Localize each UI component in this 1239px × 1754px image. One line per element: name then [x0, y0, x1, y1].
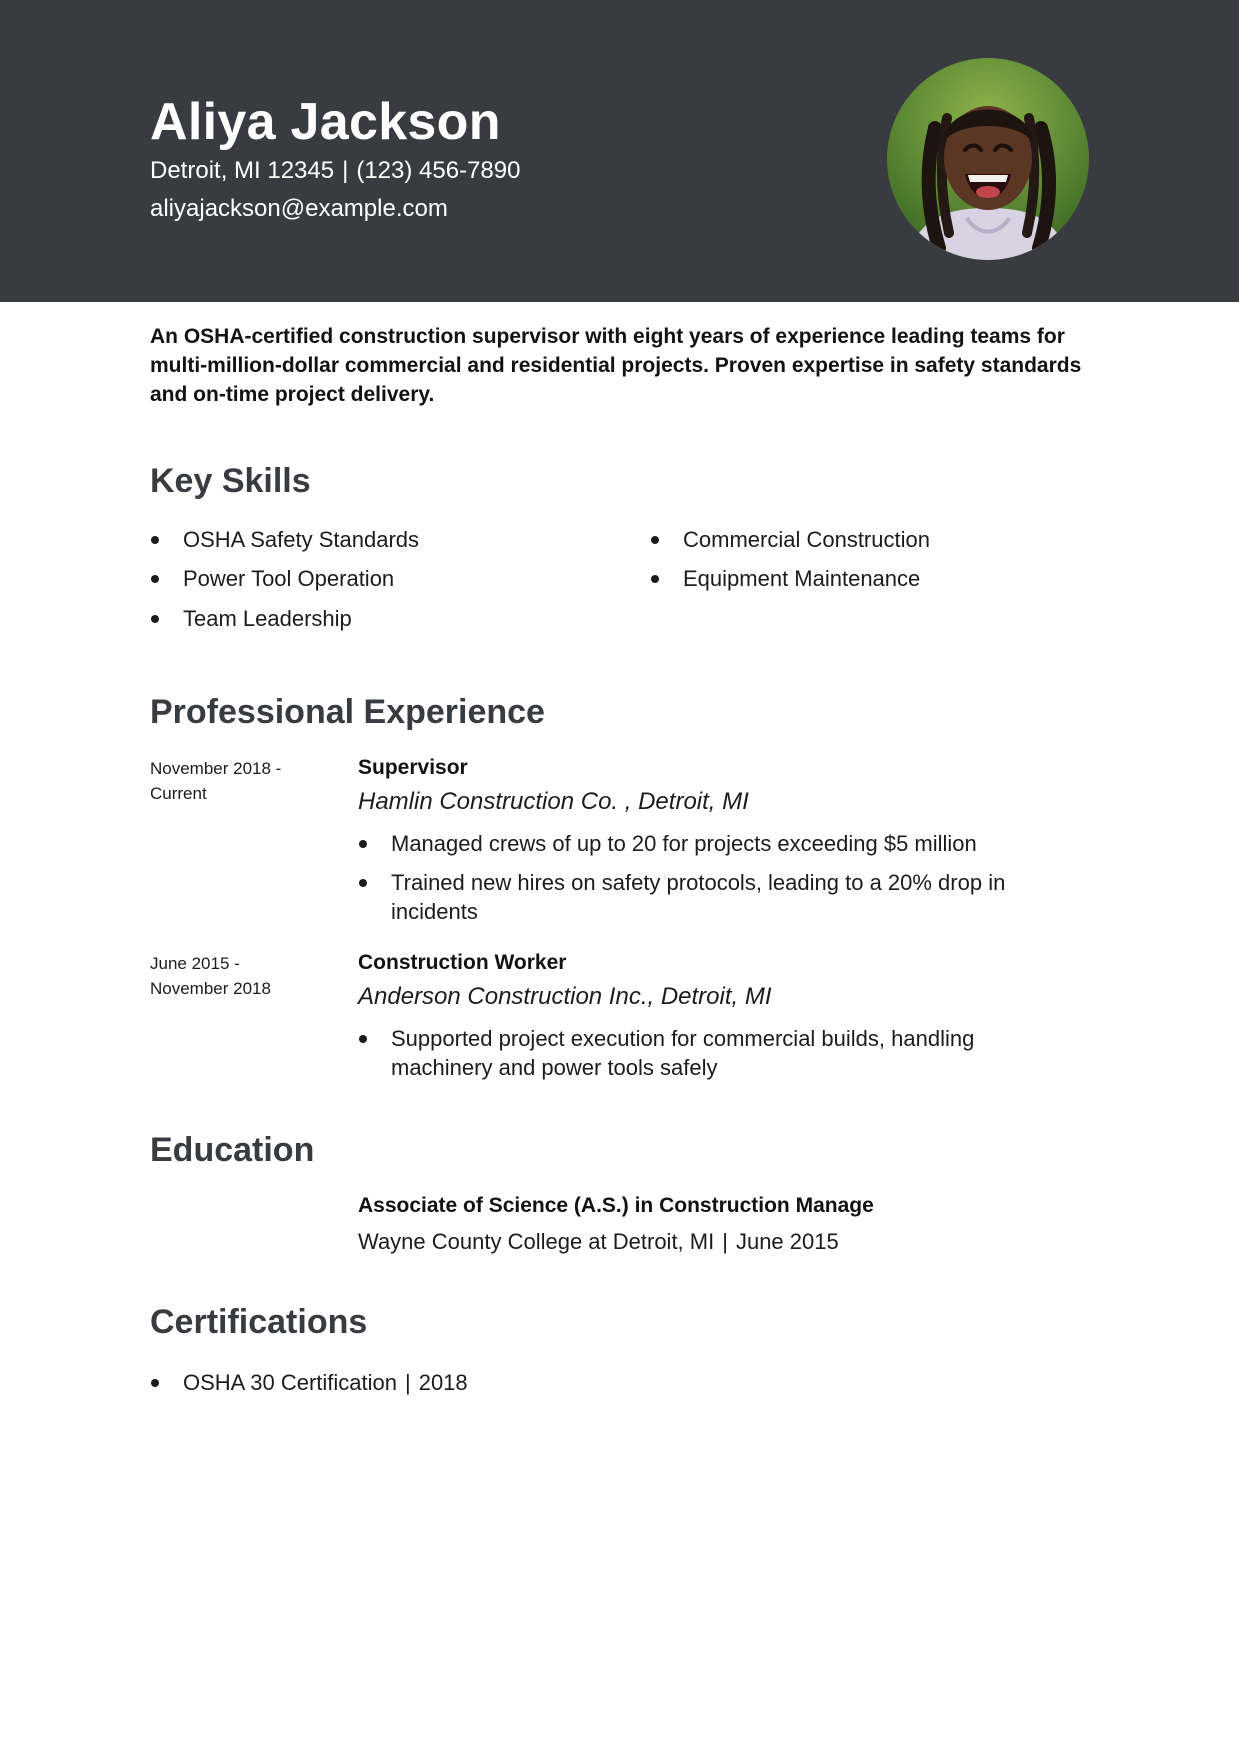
education-school-line [358, 1229, 839, 1255]
job-bullet: Managed crews of up to 20 for projects exceeding $5 million [391, 829, 1051, 858]
candidate-name: Aliya Jackson [150, 93, 501, 151]
contact-line-location-phone [150, 157, 520, 185]
location: Detroit, MI 12345 [150, 157, 335, 184]
certification-item [183, 1368, 468, 1397]
education-degree: Associate of Science (A.S.) in Construction Manage [358, 1194, 874, 1217]
header-banner [0, 0, 1239, 302]
bullet-icon [651, 575, 659, 583]
job-bullet: Supported project execution for commercial builds, handling machinery and power tools safely [391, 1024, 1051, 1082]
section-title-key-skills: Key Skills [150, 462, 311, 500]
bullet-icon [359, 1035, 367, 1043]
certification-name: OSHA 30 Certification [183, 1370, 397, 1395]
skill-item: Team Leadership [183, 604, 352, 633]
job-title: Construction Worker [358, 951, 567, 974]
education-school: Wayne County College at Detroit, MI [358, 1229, 715, 1254]
profile-photo [887, 58, 1089, 260]
professional-summary: An OSHA-certified construction supervisor with eight years of experience leading teams for multi-million-dollar commercial and residential projects. Proven expertise in safety standards and on-time project delivery. [150, 325, 1082, 406]
certification-year: 2018 [418, 1370, 468, 1395]
section-title-certifications: Certifications [150, 1303, 368, 1341]
bullet-icon [151, 615, 159, 623]
job-title: Supervisor [358, 756, 468, 779]
skill-item: Power Tool Operation [183, 564, 394, 593]
email: aliyajackson@example.com [150, 195, 448, 222]
job-dates: November 2018 - Current [150, 759, 282, 803]
bullet-icon [151, 575, 159, 583]
job-company: Hamlin Construction Co. , Detroit, MI [358, 788, 749, 815]
profile-photo-illustration [887, 58, 1089, 260]
bullet-icon [359, 879, 367, 887]
contact-separator: | [342, 157, 349, 184]
job-dates: June 2015 - November 2018 [150, 954, 271, 998]
certification-separator: | [404, 1370, 411, 1395]
bullet-icon [359, 840, 367, 848]
job-company: Anderson Construction Inc., Detroit, MI [358, 983, 772, 1010]
skill-item: Commercial Construction [683, 525, 930, 554]
phone: (123) 456-7890 [356, 157, 521, 184]
section-title-professional-experience: Professional Experience [150, 693, 545, 731]
section-title-education: Education [150, 1131, 315, 1169]
bullet-icon [651, 536, 659, 544]
skill-item: Equipment Maintenance [683, 564, 920, 593]
bullet-icon [151, 1379, 159, 1387]
education-date: June 2015 [735, 1229, 839, 1254]
bullet-icon [151, 536, 159, 544]
job-bullet: Trained new hires on safety protocols, leading to a 20% drop in incidents [391, 868, 1051, 926]
skill-item: OSHA Safety Standards [183, 525, 419, 554]
education-separator: | [722, 1229, 728, 1254]
